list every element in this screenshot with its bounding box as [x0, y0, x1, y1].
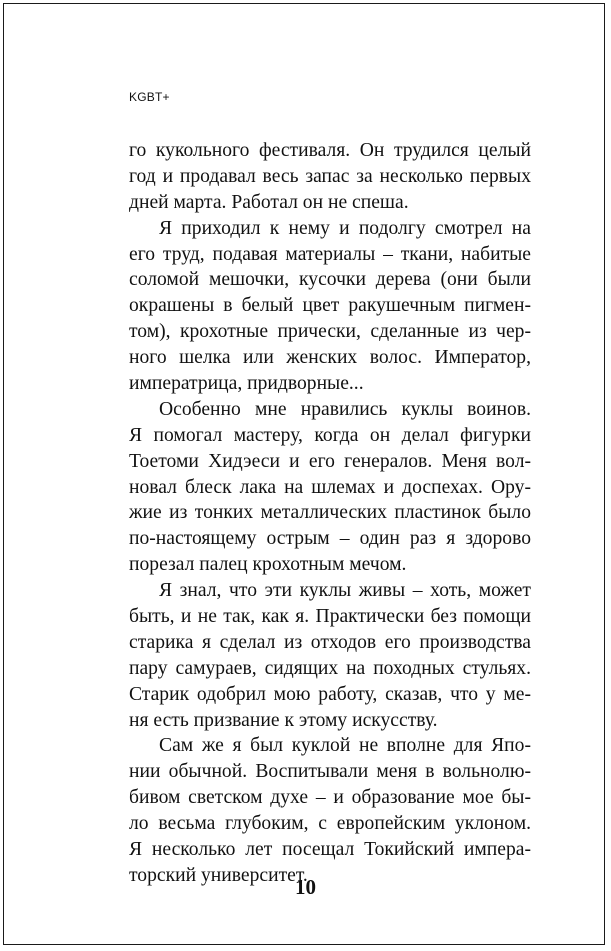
text-line: бивом светском духе – и образование мое бы-: [129, 787, 531, 809]
text-line: новал блеск лака на шлемах и доспехах. Ору-: [129, 476, 531, 498]
text-line: императрица, придворные...: [129, 373, 364, 395]
page-number: 10: [295, 875, 316, 899]
text-line: торский университет.: [129, 864, 308, 886]
text-line: год и продавал весь запас за несколько первых: [129, 165, 531, 187]
text-line: ло весьма глубоким, с европейским уклоном.: [129, 813, 531, 835]
text-line: дней марта. Работал он не спеша.: [129, 191, 409, 213]
text-line: Я несколько лет посещал Токийский импера-: [129, 839, 531, 861]
text-line: том), крохотные прически, сделанные из чер-: [129, 321, 531, 343]
text-line: Особенно мне нравились куклы воинов.: [159, 398, 531, 420]
text-line: Я приходил к нему и подолгу смотрел на: [159, 217, 531, 239]
paragraph: [129, 733, 531, 888]
text-line: ного шелка или женских волос. Император,: [129, 347, 531, 369]
text-line: Сам же я был куклой не вполне для Япо-: [159, 735, 531, 757]
text-line: окрашены в белый цвет ракушечным пигмен-: [129, 295, 531, 317]
text-line: Я знал, что эти куклы живы – хоть, может: [159, 580, 531, 602]
text-line: быть, и не так, как я. Практически без помощи: [129, 606, 531, 628]
body-text: [129, 138, 531, 889]
text-line: по-настоящему острым – один раз я здорово: [129, 528, 531, 550]
text-line: нии обычной. Воспитывали меня в вольнолю-: [129, 761, 531, 783]
paragraph: [129, 138, 531, 216]
text-line: го кукольного фестиваля. Он трудился целый: [129, 140, 531, 161]
text-line: старика я сделал из отходов его производства: [129, 631, 531, 653]
text-line: его труд, подавая материалы – ткани, набитые: [129, 243, 531, 265]
text-line: жие из тонких металлических пластинок было: [129, 502, 531, 524]
text-line: Старик одобрил мою работу, сказав, что у ме-: [129, 683, 531, 705]
text-line: порезал палец крохотным мечом.: [129, 554, 407, 576]
running-header: KGBT+: [129, 90, 170, 104]
paragraph: [129, 397, 531, 578]
text-line: ня есть призвание к этому искусству.: [129, 709, 438, 731]
paragraph: [129, 216, 531, 397]
text-line: пару самураев, сидящих на походных стульях.: [129, 657, 531, 679]
text-line: соломой мешочки, кусочки дерева (они были: [129, 269, 531, 291]
text-line: Я помогал мастеру, когда он делал фигурки: [129, 424, 531, 446]
text-line: Тоетоми Хидэеси и его генералов. Меня вол-: [129, 450, 531, 472]
paragraph: [129, 578, 531, 733]
